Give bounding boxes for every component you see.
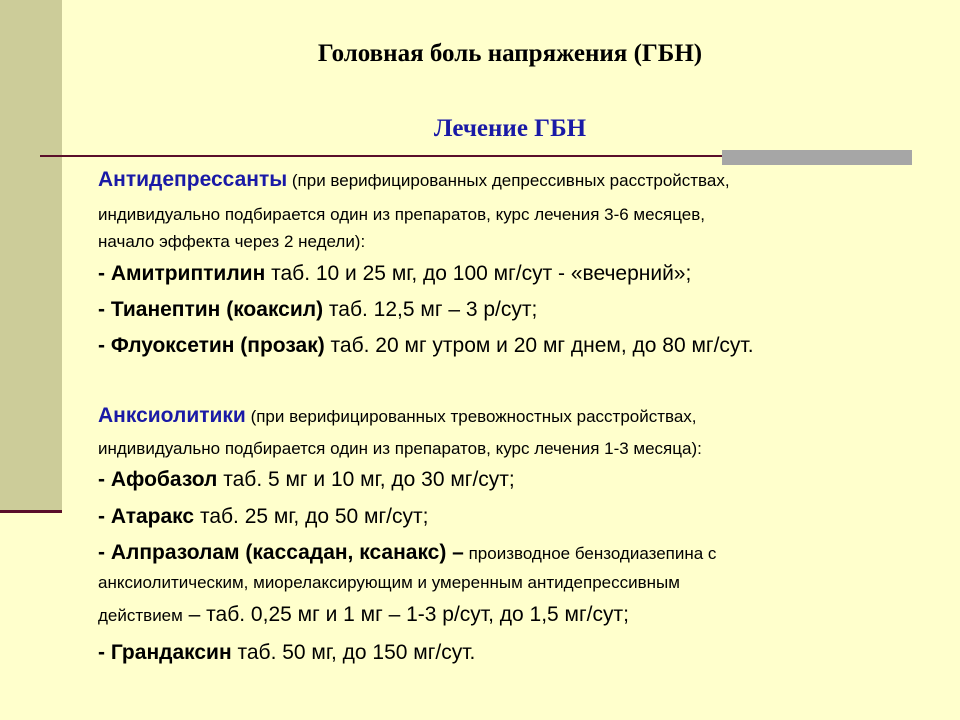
drug-name: - Амитриптилин (98, 262, 272, 285)
anxiolytics-note: (при верифицированных тревожностных расстройствах, (245, 407, 697, 426)
antidepressants-note: (при верифицированных депрессивных расстройствах, (287, 171, 730, 190)
drug-dose: – таб. 0,25 мг и 1 мг – 1-3 р/сут, до 1,5 мг/сут; (182, 603, 629, 626)
drug-dose: таб. 20 мг утром и 20 мг днем, до 80 мг/сут. (324, 334, 754, 357)
slide-title: Головная боль напряжения (ГБН) (317, 40, 703, 67)
drug-dose: таб. 12,5 мг – 3 р/сут; (323, 298, 538, 321)
header-grey-accent (722, 150, 912, 165)
drug-name: - Тианептин (коаксил) (98, 298, 324, 321)
anxiolytics-header-line (98, 404, 697, 428)
left-accent-rule (0, 510, 62, 513)
drug-dose: таб. 10 и 25 мг, до 100 мг/сут - «вечерний»; (271, 262, 692, 285)
antidepressants-note-line-2: индивидуально подбирается один из препаратов, курс лечения 3-6 месяцев, (98, 205, 706, 224)
drug-dose: таб. 50 мг, до 150 мг/сут. (231, 641, 476, 664)
drug-item (98, 334, 754, 358)
drug-item (98, 298, 537, 322)
drug-item (98, 262, 691, 286)
drug-item (98, 468, 515, 492)
antidepressants-note-line-3: начало эффекта через 2 недели): (98, 232, 366, 251)
drug-item-alprazolam (98, 541, 716, 565)
drug-name: - Атаракс (98, 505, 195, 528)
drug-description: производное бензодиазепина с (463, 544, 717, 563)
drug-name: - Грандаксин (98, 641, 232, 664)
antidepressants-heading: Антидепрессанты (98, 168, 288, 191)
drug-item (98, 505, 428, 529)
antidepressants-header-line (98, 168, 730, 192)
drug-description: действием (98, 606, 183, 625)
drug-dose: таб. 5 мг и 10 мг, до 30 мг/сут; (217, 468, 515, 491)
drug-description-line-3 (98, 603, 629, 627)
drug-description-line-2: анксиолитическим, миорелаксирующим и умеренным антидепрессивным (98, 573, 680, 592)
drug-name: - Флуоксетин (прозак) (98, 334, 325, 357)
drug-dose: таб. 25 мг, до 50 мг/сут; (194, 505, 429, 528)
anxiolytics-heading: Анксиолитики (98, 404, 246, 427)
slide-subtitle: Лечение ГБН (433, 115, 587, 142)
drug-item (98, 641, 475, 665)
drug-name: - Алпразолам (кассадан, ксанакс) – (98, 541, 464, 564)
drug-name: - Афобазол (98, 468, 218, 491)
anxiolytics-note-line-2: индивидуально подбирается один из препаратов, курс лечения 1-3 месяца): (98, 439, 702, 458)
left-accent-bar (0, 0, 62, 512)
